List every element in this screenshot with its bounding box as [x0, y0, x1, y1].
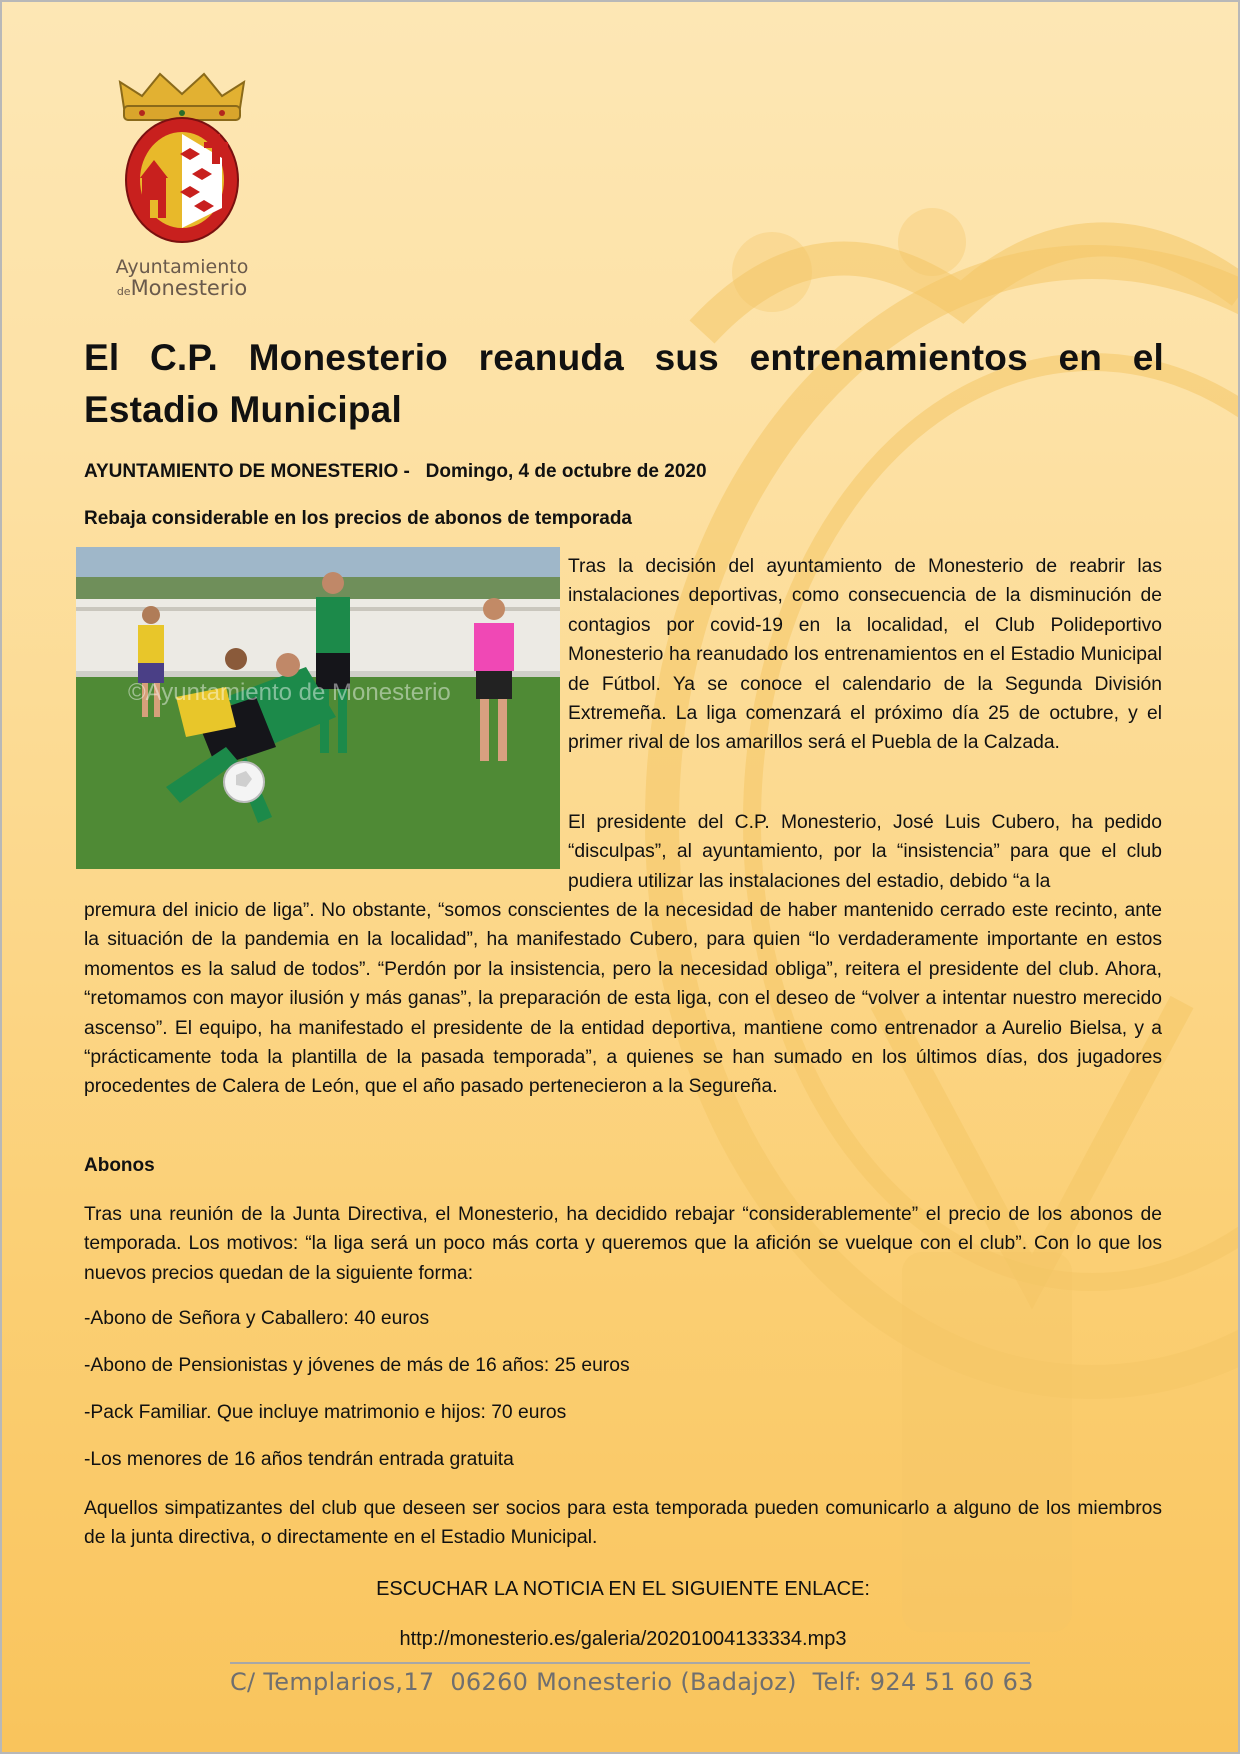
price-item: -Pack Familiar. Que incluye matrimonio e hijos: 70 euros — [84, 1402, 567, 1423]
paragraph-socios: Aquellos simpatizantes del club que deseen ser socios para esta temporada pueden comunicarlo a alguno de los miembros de la junta directiva, o directamente en el Estadio Municipal. — [84, 1498, 1162, 1549]
paragraph-president-start: El presidente del C.P. Monesterio, José Luis Cubero, ha pedido “disculpas”, al ayuntamiento, por la “insistencia” para que el club pudiera utilizar las instalaciones del estadio, debido “a la — [568, 812, 1162, 892]
football-photo — [76, 547, 560, 869]
photo-watermark-text: ©Ayuntamiento de Monesterio — [128, 679, 451, 706]
audio-link[interactable]: http://monesterio.es/galeria/20201004133334.mp3 — [399, 1628, 847, 1650]
logo-text-de: de — [116, 285, 131, 298]
paragraph-intro: Tras la decisión del ayuntamiento de Monesterio de reabrir las instalaciones deportivas, como consecuencia de la disminución de contagios por covid-19 en la localidad, el Club Polideportivo Monesterio ha reanudado los entrenamientos en el Estadio Municipal de Fútbol. Ya se conoce el calendario de la Segunda División Extremeña. La liga comenzará el próximo día 25 de octubre, y el primer rival de los amarillos será el Puebla de la Calzada. — [568, 556, 1162, 754]
article-subtitle: Rebaja considerable en los precios de abonos de temporada — [84, 508, 632, 529]
logo-text-town: Monesterio — [130, 276, 248, 300]
section-heading-abonos: Abonos — [84, 1155, 155, 1176]
paragraph-abonos: Tras una reunión de la Junta Directiva, el Monesterio, ha decidido rebajar “considerablemente” el precio de los abonos de temporada. Los motivos: “la liga será un poco más corta y queremos que la afición se vuelque con el club”. Con lo que los nuevos precios quedan de la siguiente forma: — [84, 1204, 1162, 1284]
logo-text-monesterio — [102, 276, 262, 300]
price-item: -Abono de Pensionistas y jóvenes de más de 16 años: 25 euros — [84, 1355, 630, 1376]
paragraph-president-continued: premura del inicio de liga”. No obstante, “somos conscientes de la necesidad de haber mantenido cerrado este recinto, ante la situación de la pandemia en la localidad”, ha manifestado Cubero, para quien “lo verdaderamente importante en estos momentos es la salud de todos”. “Perdón por la insistencia, pero la necesidad obliga”, reitera el presidente del club. Ahora, “retomamos con mayor ilusión y más ganas”, la preparación de esta liga, con el deseo de “volver a intentar nuestro merecido ascenso”. El equipo, ha manifestado el presidente de la entidad deportiva, mantiene como entrenador a Aurelio Bielsa, y a “prácticamente toda la plantilla de la pasada temporada”, a quienes se han sumado en los últimos días, dos jugadores procedentes de Calera de León, que el año pasado pertenecieron a la Segureña. — [84, 900, 1162, 1098]
footer-divider — [230, 1662, 1030, 1664]
article-title: El C.P. Monesterio reanuda sus entrenamientos en el Estadio Municipal — [84, 337, 1164, 430]
footer-address: C/ Templarios,17 06260 Monesterio (Badajoz) Telf: 924 51 60 63 — [230, 1668, 1034, 1696]
coat-of-arms-icon — [102, 68, 262, 258]
article-byline: AYUNTAMIENTO DE MONESTERIO - Domingo, 4 de octubre de 2020 — [84, 461, 707, 482]
listen-label: ESCUCHAR LA NOTICIA EN EL SIGUIENTE ENLACE: — [376, 1578, 870, 1600]
ayuntamiento-logo — [102, 68, 262, 308]
logo-text-ayuntamiento: Ayuntamiento — [115, 256, 249, 278]
football-match-image — [76, 547, 560, 869]
price-item: -Abono de Señora y Caballero: 40 euros — [84, 1308, 430, 1329]
price-item: -Los menores de 16 años tendrán entrada gratuita — [84, 1449, 514, 1470]
